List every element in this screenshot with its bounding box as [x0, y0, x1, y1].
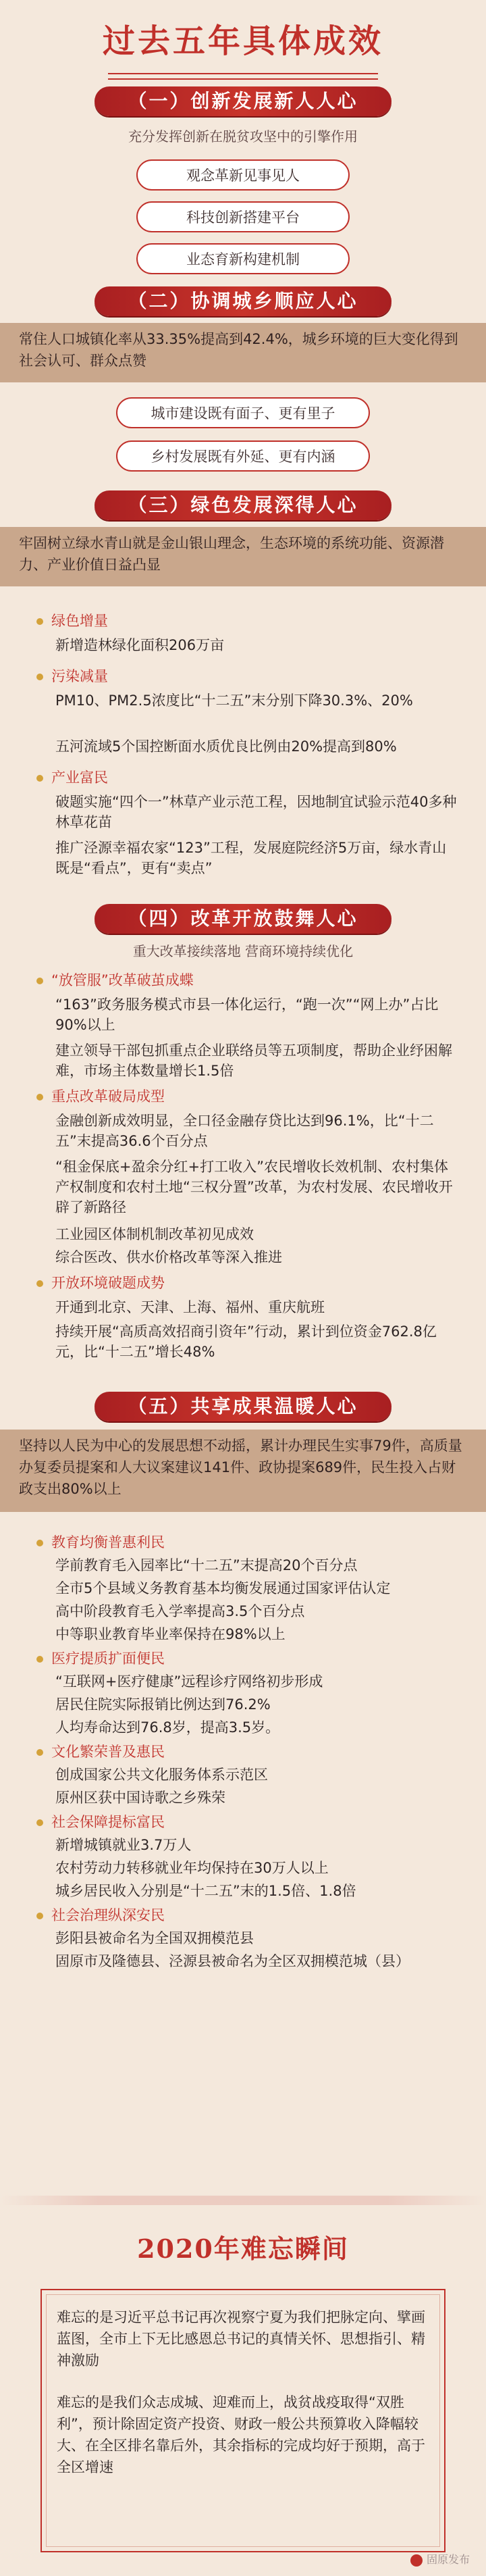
section-5-heading: 社会保障提标富民 [36, 1812, 165, 1832]
section-1-banner: （一）创新发展新人人心 [94, 86, 392, 116]
section-5-paragraph: 创成国家公共文化服务体系示范区 [55, 1767, 268, 1783]
section-5-paragraph: 学前教育毛入园率比“十二五”末提高20个百分点 [55, 1557, 358, 1573]
final-section-title: 2020年难忘瞬间 [137, 2233, 349, 2264]
section-5-heading: 教育均衡普惠利民 [36, 1532, 165, 1552]
section-3-paragraph: PM10、PM2.5浓度比“十二五”末分别下降30.3%、20% [55, 692, 413, 709]
final-paragraph: 难忘的是习近平总书记再次视察宁夏为我们把脉定向、擘画蓝图，全市上下无比感恩总书记的真情关怀、思想指引、精神激励 [57, 2309, 425, 2369]
section-2-intro: 常住人口城镇化率从33.35%提高到42.4%，城乡环境的巨大变化得到社会认可、群众点赞 [0, 323, 486, 382]
section-5-paragraph: 中等职业教育毕业率保持在98%以上 [55, 1626, 286, 1642]
section-1-pill: 业态育新构建机制 [136, 243, 350, 274]
section-5-paragraph: 原州区获中国诗歌之乡殊荣 [55, 1790, 225, 1806]
watermark-logo-icon [410, 2554, 423, 2567]
section-5-paragraph: 固原市及隆德县、泾源县被命名为全区双拥模范城（县） [55, 1953, 410, 1969]
section-1-pill: 科技创新搭建平台 [136, 201, 350, 232]
section-5-banner: （五）共享成果温暖人心 [94, 1392, 392, 1421]
section-4-heading: “放管服”改革破茧成蝶 [36, 970, 194, 990]
section-5-intro: 坚持以人民为中心的发展思想不动摇，累计办理民生实事79件，高质量办复委员提案和人大议案建议141件、政协提案689件，民生投入占财政支出80%以上 [0, 1430, 486, 1512]
section-3-heading: 绿色增量 [36, 611, 108, 631]
section-4-paragraph: 工业园区体制机制改革初见成效 [55, 1226, 254, 1242]
watermark-text: 固原发布 [426, 2553, 470, 2566]
section-4-subtitle: 重大改革接续落地 营商环境持续优化 [132, 943, 354, 959]
section-divider [0, 2196, 486, 2205]
section-5-heading: 社会治理纵深安民 [36, 1905, 165, 1925]
section-4-heading: 开放环境破题成势 [36, 1273, 165, 1293]
section-5-heading: 医疗提质扩面便民 [36, 1648, 165, 1669]
page-title: 过去五年具体成效 [102, 22, 383, 60]
section-5-heading: 文化繁荣普及惠民 [36, 1742, 165, 1762]
section-4-paragraph: 开通到北京、天津、上海、福州、重庆航班 [55, 1299, 325, 1315]
section-3-paragraph: 新增造林绿化面积206万亩 [55, 637, 225, 653]
section-3-paragraph: 五河流域5个国控断面水质优良比例由20%提高到80% [55, 738, 397, 755]
section-5-paragraph: 全市5个县域义务教育基本均衡发展通过国家评估认定 [55, 1580, 391, 1596]
section-3-heading: 产业富民 [36, 767, 108, 788]
section-4-paragraph: 金融创新成效明显，全口径金融存贷比达到96.1%，比“十二五”末提高36.6个百分点 [55, 1113, 434, 1149]
section-5-paragraph: 彭阳县被命名为全国双拥模范县 [55, 1930, 254, 1946]
section-2-pill: 乡村发展既有外延、更有内涵 [116, 440, 370, 472]
watermark [410, 2551, 470, 2567]
section-4-paragraph: 综合医改、供水价格改革等深入推进 [55, 1249, 282, 1265]
section-2-pill: 城市建设既有面子、更有里子 [116, 397, 370, 428]
section-3-paragraph: 破题实施“四个一”林草产业示范工程，因地制宜试验示范40多种林草花苗 [55, 794, 457, 830]
section-1-pill: 观念革新见事见人 [136, 159, 350, 191]
section-4-paragraph: “租金保底+盈余分红+打工收入”农民增收长效机制、农村集体产权制度和农村土地“三权分置”改革，为农村发展、农民增收开辟了新路径 [55, 1159, 453, 1215]
section-5-paragraph: 居民住院实际报销比例达到76.2% [55, 1696, 271, 1713]
section-5-paragraph: 新增城镇就业3.7万人 [55, 1837, 192, 1853]
section-3-intro: 牢固树立绿水青山就是金山银山理念，生态环境的系统功能、资源潜力、产业价值日益凸显 [0, 527, 486, 586]
final-paragraph: 难忘的是我们众志成城、迎难而上，战贫战疫取得“双胜利”，预计除固定资产投资、财政一般公共预算收入降幅较大、在全区排名靠后外，其余指标的完成均好于预期，高于全区增速 [57, 2394, 425, 2475]
title-decoration [108, 73, 378, 80]
section-4-heading: 重点改革破局成型 [36, 1086, 165, 1107]
section-4-paragraph: 持续开展“高质高效招商引资年”行动，累计到位资金762.8亿元，比“十二五”增长48% [55, 1323, 437, 1360]
section-5-paragraph: 城乡居民收入分别是“十二五”末的1.5倍、1.8倍 [55, 1883, 356, 1899]
section-4-banner: （四）改革开放鼓舞人心 [94, 904, 392, 934]
section-5-paragraph: 人均寿命达到76.8岁，提高3.5岁。 [55, 1719, 280, 1736]
section-3-heading: 污染减量 [36, 666, 108, 686]
section-4-paragraph: “163”政务服务模式市县一体化运行，“跑一次”“网上办”占比90%以上 [55, 996, 439, 1033]
section-5-paragraph: “互联网+医疗健康”远程诊疗网络初步形成 [55, 1673, 323, 1690]
section-5-paragraph: 高中阶段教育毛入学率提高3.5个百分点 [55, 1603, 305, 1619]
section-3-banner: （三）绿色发展深得人心 [94, 490, 392, 520]
section-1-subtitle: 充分发挥创新在脱贫攻坚中的引擎作用 [128, 128, 358, 145]
section-4-paragraph: 建立领导干部包抓重点企业联络员等五项制度，帮助企业纾困解难，市场主体数量增长1.5倍 [55, 1042, 452, 1079]
section-5-paragraph: 农村劳动力转移就业年均保持在30万人以上 [55, 1860, 329, 1876]
section-2-banner: （二）协调城乡顺应人心 [94, 286, 392, 316]
section-3-paragraph: 推广泾源幸福农家“123”工程，发展庭院经济5万亩，绿水青山既是“看点”，更有“卖点” [55, 840, 447, 876]
